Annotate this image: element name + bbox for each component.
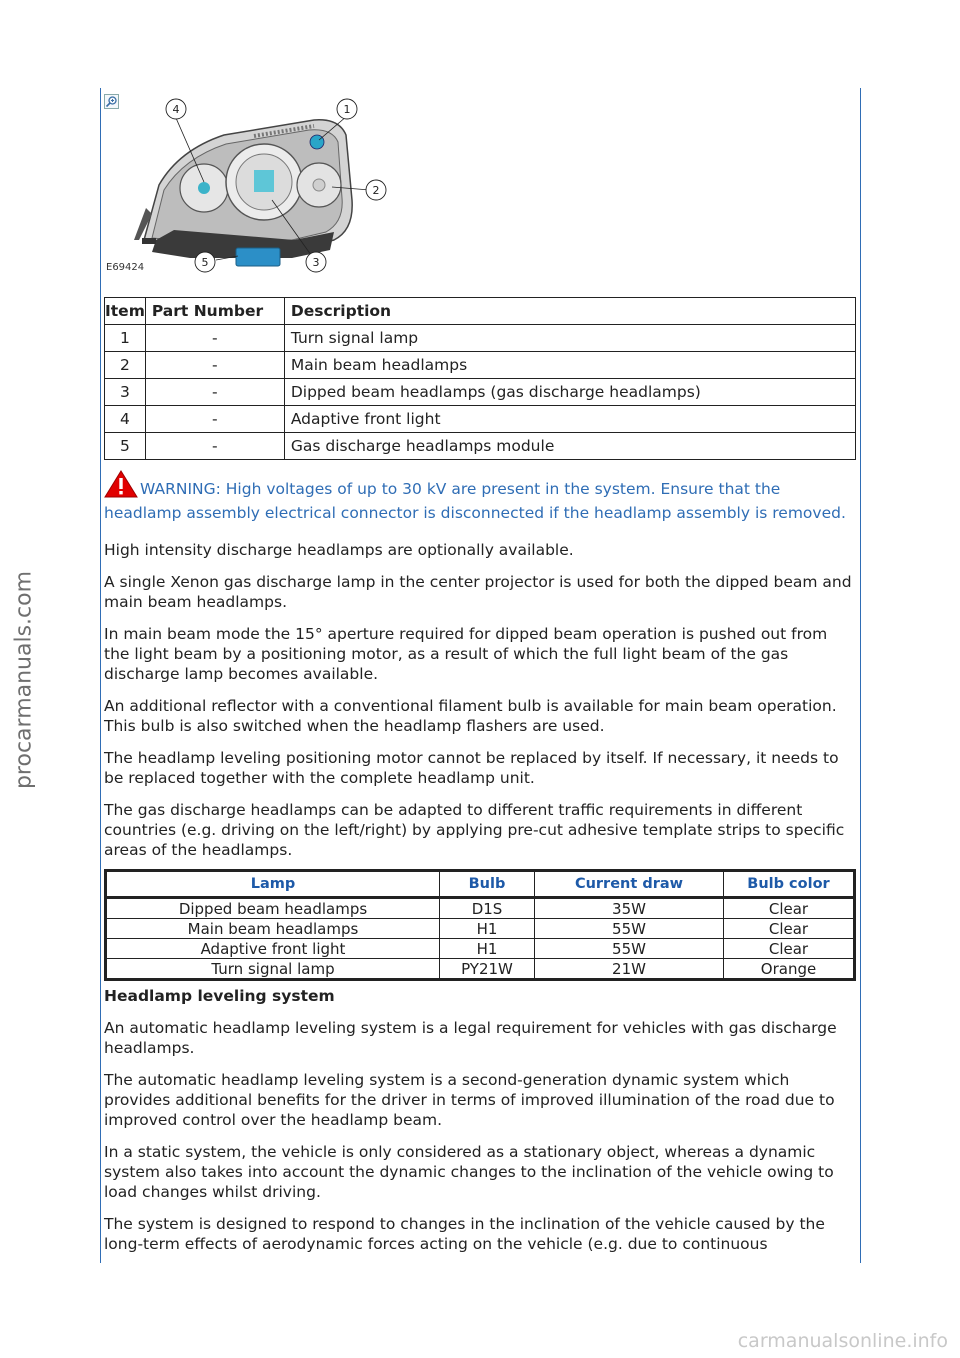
- lamp-name: Dipped beam headlamps: [106, 898, 440, 919]
- warning-text: WARNING: High voltages of up to 30 kV are present in the system. Ensure that the headlamp assembly electrical connector is disconnected if the headlamp assembly is removed.: [104, 480, 846, 522]
- header-lamp: Lamp: [106, 871, 440, 898]
- lamp-table-header: [106, 871, 855, 898]
- current-draw: 35W: [535, 898, 724, 919]
- callout-2: 2: [372, 184, 380, 197]
- part-number: -: [145, 433, 284, 460]
- paragraph: The automatic headlamp leveling system is a second-generation dynamic system which provides additional benefits for the driver in terms of improved illumination of the road due to improved control over the headlamp beam.: [104, 1071, 835, 1129]
- bottom-watermark: carmanualsonline.info: [737, 1330, 948, 1352]
- header-bulb-color: Bulb color: [724, 871, 855, 898]
- table-row: [106, 898, 855, 919]
- items-table: [104, 297, 856, 460]
- paragraph: A single Xenon gas discharge lamp in the center projector is used for both the dipped beam and main beam headlamps.: [104, 573, 852, 611]
- paragraph: The system is designed to respond to changes in the inclination of the vehicle caused by the long-term effects of aerodynamic forces acting on the vehicle (e.g. due to continuous: [104, 1215, 825, 1253]
- paragraph: An automatic headlamp leveling system is a legal requirement for vehicles with gas discharge headlamps.: [104, 1019, 837, 1057]
- callout-4: 4: [172, 103, 180, 116]
- side-watermark-text: procarmanuals.com: [11, 570, 37, 790]
- table-row: [105, 325, 856, 352]
- paragraph: In main beam mode the 15° aperture required for dipped beam operation is pushed out from the light beam by a positioning motor, as a result of which the full light beam of the gas discharge lamp becomes available.: [104, 625, 828, 683]
- item-number: 1: [105, 325, 146, 352]
- headlamp-illustration: [104, 90, 404, 285]
- lamp-table: [104, 869, 856, 981]
- header-bulb: Bulb: [440, 871, 535, 898]
- part-number: -: [145, 352, 284, 379]
- warning-triangle-icon: [104, 470, 138, 503]
- header-part-number: Part Number: [145, 298, 284, 325]
- current-draw: 21W: [535, 959, 724, 980]
- table-row: [106, 919, 855, 939]
- table-row: [105, 379, 856, 406]
- table-row: [105, 406, 856, 433]
- part-number: -: [145, 325, 284, 352]
- paragraph: The gas discharge headlamps can be adapted to different traffic requirements in different countries (e.g. driving on the left/right) by applying pre-cut adhesive template strips to specific areas of the headlamps.: [104, 801, 845, 859]
- bulb-color: Orange: [724, 959, 855, 980]
- item-description: Adaptive front light: [284, 406, 855, 433]
- paragraph: The headlamp leveling positioning motor cannot be replaced by itself. If necessary, it needs to be replaced together with the complete headlamp unit.: [104, 749, 839, 787]
- current-draw: 55W: [535, 919, 724, 939]
- table-row: [105, 433, 856, 460]
- current-draw: 55W: [535, 939, 724, 959]
- item-description: Turn signal lamp: [284, 325, 855, 352]
- figure-code: E69424: [106, 262, 145, 273]
- header-description: Description: [284, 298, 855, 325]
- body-text: [104, 540, 856, 872]
- headlamp-figure: [104, 90, 404, 285]
- item-description: Dipped beam headlamps (gas discharge headlamps): [284, 379, 855, 406]
- paragraph: In a static system, the vehicle is only considered as a stationary object, whereas a dynamic system also takes into account the dynamic changes to the inclination of the vehicle owing to load changes whilst driving.: [104, 1143, 834, 1201]
- callout-3: 3: [312, 256, 320, 269]
- callout-5: 5: [201, 256, 209, 269]
- item-number: 2: [105, 352, 146, 379]
- part-number: -: [145, 379, 284, 406]
- bulb-type: H1: [440, 919, 535, 939]
- bulb-color: Clear: [724, 919, 855, 939]
- zoom-icon[interactable]: [104, 94, 119, 109]
- leveling-section: [104, 986, 856, 1266]
- table-row: [106, 939, 855, 959]
- item-description: Main beam headlamps: [284, 352, 855, 379]
- bulb-color: Clear: [724, 898, 855, 919]
- header-item: Item: [105, 298, 146, 325]
- bulb-color: Clear: [724, 939, 855, 959]
- section-heading: Headlamp leveling system: [104, 987, 335, 1005]
- header-current-draw: Current draw: [535, 871, 724, 898]
- item-description: Gas discharge headlamps module: [284, 433, 855, 460]
- bulb-type: H1: [440, 939, 535, 959]
- side-watermark: [4, 560, 44, 800]
- lamp-name: Main beam headlamps: [106, 919, 440, 939]
- table-row: [105, 352, 856, 379]
- item-number: 4: [105, 406, 146, 433]
- lamp-name: Turn signal lamp: [106, 959, 440, 980]
- bulb-type: PY21W: [440, 959, 535, 980]
- lamp-name: Adaptive front light: [106, 939, 440, 959]
- callout-1: 1: [343, 103, 351, 116]
- paragraph: High intensity discharge headlamps are optionally available.: [104, 541, 574, 559]
- paragraph: An additional reflector with a conventional filament bulb is available for main beam operation. This bulb is also switched when the headlamp flashers are used.: [104, 697, 837, 735]
- item-number: 5: [105, 433, 146, 460]
- warning-note: [104, 470, 856, 523]
- part-number: -: [145, 406, 284, 433]
- item-number: 3: [105, 379, 146, 406]
- table-row: [106, 959, 855, 980]
- items-table-header: [105, 298, 856, 325]
- bulb-type: D1S: [440, 898, 535, 919]
